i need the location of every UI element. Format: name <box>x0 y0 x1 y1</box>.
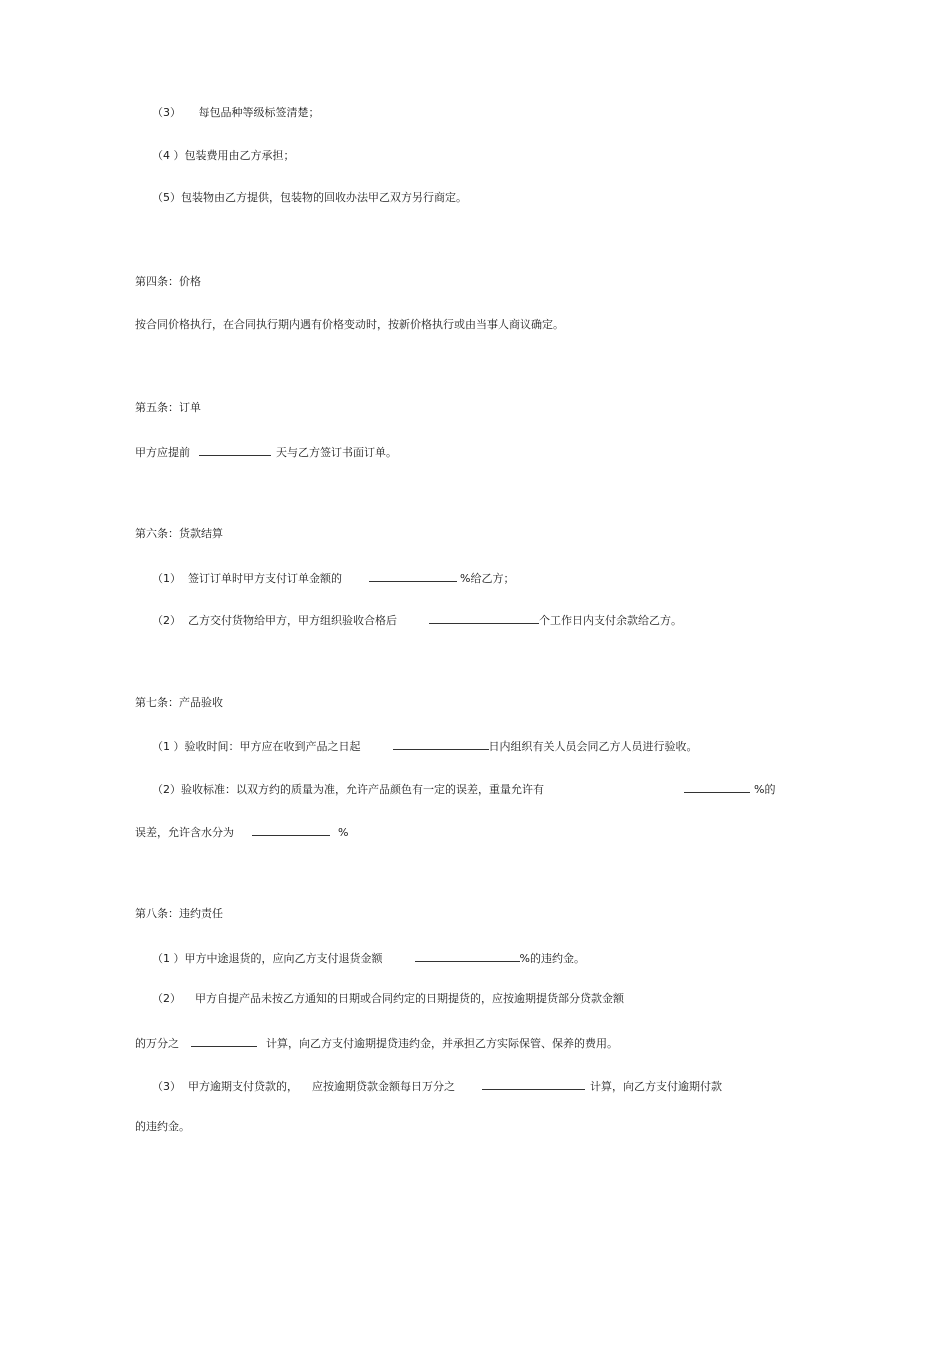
article-8-title: 第八条：违约责任 <box>135 907 223 920</box>
packaging-item-5: （5）包装物由乙方提供，包装物的回收办法甲乙双方另行商定。 <box>152 191 467 204</box>
article-8-item-1-text-a: （1 ）甲方中途退货的，应向乙方支付退货金额 <box>152 952 383 965</box>
article-8-item-2: （2） 甲方自提产品未按乙方通知的日期或合同约定的日期提货的，应按逾期提货部分贷款金额 <box>152 992 624 1005</box>
article-6-item-2 <box>152 612 682 628</box>
article-6-item-2-text-b: 个工作日内支付余款给乙方。 <box>539 614 682 627</box>
article-7-item-2-text-a: （2）验收标准：以双方约的质量为准，允许产品颜色有一定的误差，重量允许有 <box>152 783 544 796</box>
article-6-item-1 <box>152 570 514 586</box>
article-7-item-2-text-b: %的 <box>754 783 776 796</box>
article-8-item-1-text-b: %的违约金。 <box>519 952 585 965</box>
packaging-item-3: （3） 每包品种等级标签清楚； <box>152 106 320 119</box>
return-penalty-blank[interactable] <box>415 950 520 962</box>
inspection-days-blank[interactable] <box>393 738 489 750</box>
moisture-blank[interactable] <box>252 824 330 836</box>
article-8-item-2-cont-text-a: 的万分之 <box>135 1037 179 1050</box>
order-days-blank[interactable] <box>199 444 271 456</box>
article-5-text-b: 天与乙方签订书面订单。 <box>276 446 397 459</box>
article-7-title: 第七条：产品验收 <box>135 696 223 709</box>
pickup-penalty-blank[interactable] <box>191 1035 257 1047</box>
article-7-item-1 <box>152 738 698 754</box>
article-4-title: 第四条：价格 <box>135 275 201 288</box>
article-8-item-2-cont-text-b: 计算，向乙方支付逾期提贷违约金，并承担乙方实际保管、保养的费用。 <box>266 1037 618 1050</box>
article-7-item-2-cont-text-b: % <box>338 826 349 839</box>
article-6-item-2-text-a: （2） 乙方交付货物给甲方，甲方组织验收合格后 <box>152 614 397 627</box>
article-6-title: 第六条：货款结算 <box>135 527 223 540</box>
article-5-title: 第五条：订单 <box>135 401 201 414</box>
article-8-item-3 <box>152 1078 722 1094</box>
payment-days-blank[interactable] <box>429 612 539 624</box>
article-8-item-3-text-a: （3） 甲方逾期支付贷款的， 应按逾期贷款金额每日万分之 <box>152 1080 455 1093</box>
weight-tolerance-blank[interactable] <box>684 781 750 793</box>
article-7-item-1-text-a: （1 ）验收时间：甲方应在收到产品之日起 <box>152 740 361 753</box>
article-7-item-1-text-b: 日内组织有关人员会同乙方人员进行验收。 <box>488 740 698 753</box>
article-8-item-1 <box>152 950 585 966</box>
late-payment-penalty-blank[interactable] <box>482 1078 585 1090</box>
article-5-text-a: 甲方应提前 <box>135 446 190 459</box>
article-8-item-2-cont <box>135 1035 618 1051</box>
article-6-item-1-text-b: %给乙方； <box>460 572 515 585</box>
article-7-item-2-cont <box>135 824 348 840</box>
article-7-item-2 <box>152 781 775 797</box>
deposit-percent-blank[interactable] <box>369 570 457 582</box>
article-4-body: 按合同价格执行，在合同执行期内遇有价格变动时，按新价格执行或由当事人商议确定。 <box>135 318 564 331</box>
article-7-item-2-cont-text-a: 误差，允许含水分为 <box>135 826 234 839</box>
article-5-body <box>135 444 397 460</box>
article-8-item-3-text-b: 计算，向乙方支付逾期付款 <box>589 1080 722 1093</box>
packaging-item-4: （4 ）包装费用由乙方承担； <box>152 149 295 162</box>
article-6-item-1-text-a: （1） 签订订单时甲方支付订单金额的 <box>152 572 342 585</box>
article-8-item-3-cont: 的违约金。 <box>135 1120 190 1133</box>
